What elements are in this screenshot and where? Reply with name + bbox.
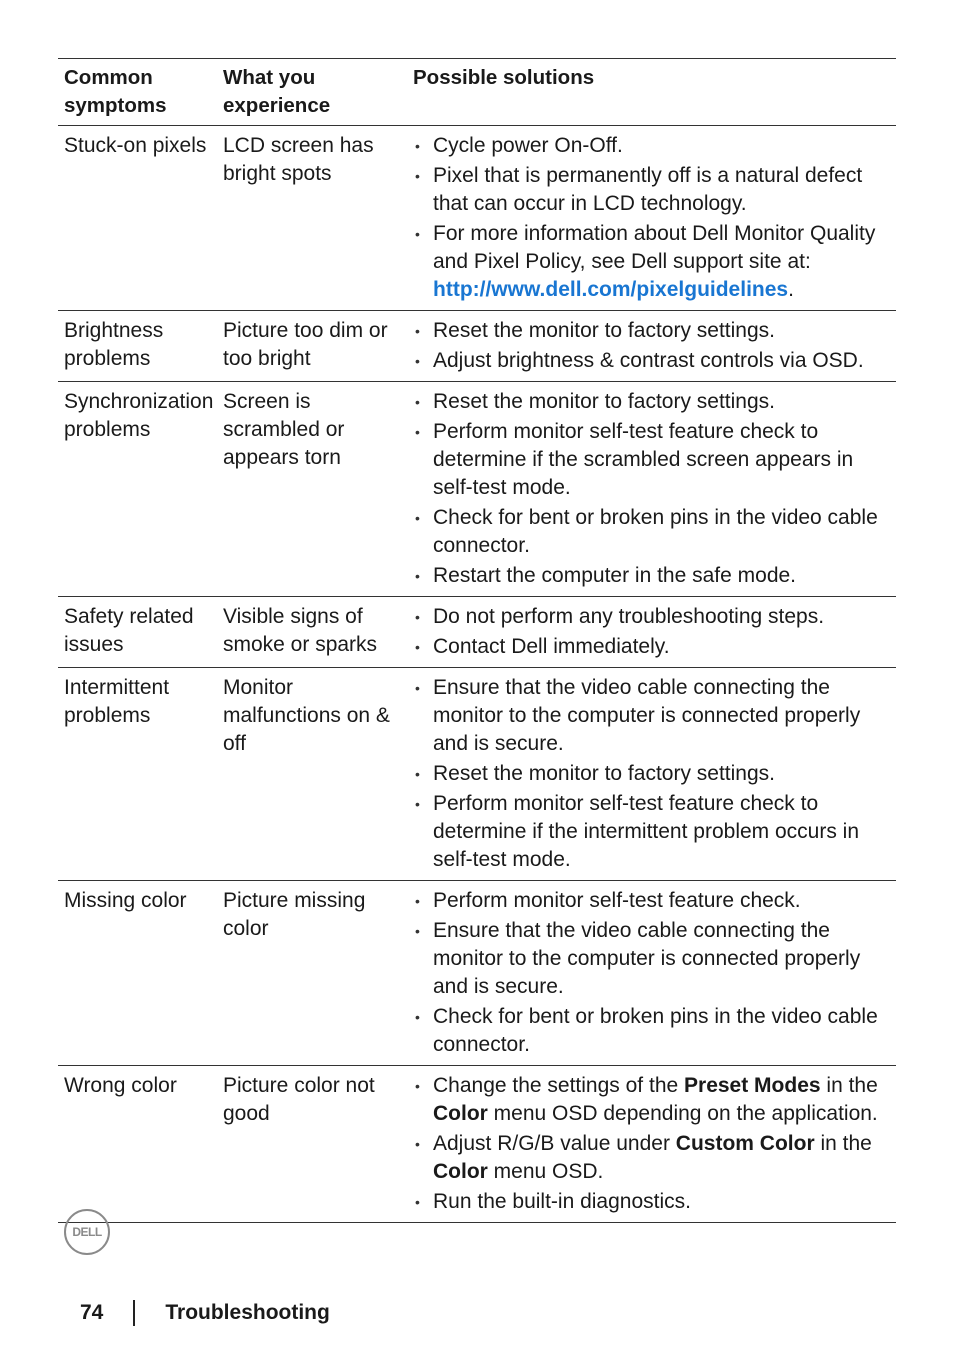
solution-text: . (788, 278, 794, 301)
solution-item (413, 388, 896, 416)
solution-item (413, 162, 896, 218)
solution-text: Do not perform any troubleshooting steps. (433, 605, 825, 628)
solutions-cell (413, 382, 896, 596)
solution-text: Perform monitor self-test feature check to determine if the intermittent problem occurs in self-test mode. (433, 792, 860, 871)
header-experience: What you experience (223, 66, 331, 117)
table-row (58, 311, 896, 382)
bold-term: Color (433, 1102, 488, 1125)
solution-text: in the (820, 1074, 878, 1097)
solution-text: Run the built-in diagnostics. (433, 1190, 691, 1213)
solutions-list (413, 317, 896, 375)
solution-item (413, 674, 896, 758)
solutions-cell (413, 311, 896, 381)
solutions-cell (413, 668, 896, 880)
solutions-list (413, 674, 896, 874)
solution-text: Change the settings of the (433, 1074, 685, 1097)
solutions-list (413, 132, 896, 304)
solution-item (413, 347, 896, 375)
solution-text: For more information about Dell Monitor Quality and Pixel Policy, see Dell support site at: (433, 222, 876, 273)
solution-item (413, 220, 896, 304)
solutions-cell (413, 597, 896, 667)
solution-item (413, 317, 896, 345)
solution-text: Check for bent or broken pins in the video cable connector. (433, 1005, 878, 1056)
solution-item (413, 1188, 896, 1216)
experience-cell: Visible signs of smoke or sparks (223, 605, 378, 656)
symptom-cell: Intermittent problems (64, 676, 170, 727)
experience-cell: Monitor malfunctions on & off (223, 676, 390, 755)
solution-text: Perform monitor self-test feature check to determine if the scrambled screen appears in self-test mode. (433, 420, 854, 499)
solution-text: Adjust brightness & contrast controls via OSD. (433, 349, 864, 372)
symptom-cell: Brightness problems (64, 319, 164, 370)
solution-text: Ensure that the video cable connecting the monitor to the computer is connected properly and is secure. (433, 676, 861, 755)
solutions-list (413, 887, 896, 1059)
table-row (58, 126, 896, 311)
table-row (58, 382, 896, 597)
solutions-list (413, 603, 896, 661)
solution-text: menu OSD depending on the application. (487, 1102, 878, 1125)
solution-text: Adjust R/G/B value under (433, 1132, 676, 1155)
solution-text: Restart the computer in the safe mode. (433, 564, 797, 587)
solutions-list (413, 388, 896, 590)
solution-item (413, 418, 896, 502)
solution-text: in the (814, 1132, 872, 1155)
solution-text: Check for bent or broken pins in the video cable connector. (433, 506, 878, 557)
symptom-cell: Safety related issues (64, 605, 194, 656)
page-number: 74 (80, 1301, 104, 1324)
solution-text: Reset the monitor to factory settings. (433, 762, 775, 785)
solution-item (413, 1130, 896, 1186)
troubleshooting-table (58, 58, 896, 1223)
experience-cell: Picture color not good (223, 1074, 375, 1125)
solution-item (413, 633, 896, 661)
table-row (58, 597, 896, 668)
experience-cell: Screen is scrambled or appears torn (223, 390, 345, 469)
symptom-cell: Stuck-on pixels (64, 134, 207, 157)
experience-cell: LCD screen has bright spots (223, 134, 374, 185)
page-footer (80, 1296, 330, 1330)
solution-text: Pixel that is permanently off is a natural defect that can occur in LCD technology. (433, 164, 863, 215)
solution-text: Reset the monitor to factory settings. (433, 319, 775, 342)
solutions-cell (413, 126, 896, 310)
solution-text: Perform monitor self-test feature check. (433, 889, 801, 912)
solution-item (413, 504, 896, 560)
header-symptoms: Common symptoms (64, 66, 167, 117)
symptom-cell: Wrong color (64, 1074, 177, 1097)
dell-logo-text: DELL (72, 1225, 102, 1239)
solution-item (413, 1003, 896, 1059)
table-row (58, 668, 896, 881)
solution-item (413, 760, 896, 788)
section-title: Troubleshooting (165, 1301, 330, 1324)
solution-item (413, 1072, 896, 1128)
dell-logo (64, 1209, 110, 1255)
experience-cell: Picture too dim or too bright (223, 319, 388, 370)
solution-text: Ensure that the video cable connecting the monitor to the computer is connected properly and is secure. (433, 919, 861, 998)
footer-divider (133, 1300, 135, 1326)
table-row (58, 881, 896, 1066)
bold-term: Custom Color (675, 1132, 815, 1155)
symptom-cell: Synchronization problems (64, 390, 214, 441)
solution-text: Reset the monitor to factory settings. (433, 390, 775, 413)
table-row (58, 1066, 896, 1223)
table-header-row (58, 59, 896, 126)
bold-term: Preset Modes (684, 1074, 821, 1097)
solution-text: menu OSD. (487, 1160, 604, 1183)
solution-item (413, 917, 896, 1001)
solutions-cell (413, 881, 896, 1065)
solution-item (413, 603, 896, 631)
solution-text: Cycle power On-Off. (433, 134, 623, 157)
solution-item (413, 132, 896, 160)
solution-item (413, 562, 896, 590)
pixel-guidelines-link[interactable]: http://www.dell.com/pixelguidelines (433, 278, 789, 301)
header-solutions: Possible solutions (413, 66, 595, 89)
symptom-cell: Missing color (64, 889, 187, 912)
bold-term: Color (433, 1160, 488, 1183)
experience-cell: Picture missing color (223, 889, 366, 940)
solutions-list (413, 1072, 896, 1216)
solutions-cell (413, 1066, 896, 1222)
solution-item (413, 887, 896, 915)
solution-text: Contact Dell immediately. (433, 635, 670, 658)
solution-item (413, 790, 896, 874)
